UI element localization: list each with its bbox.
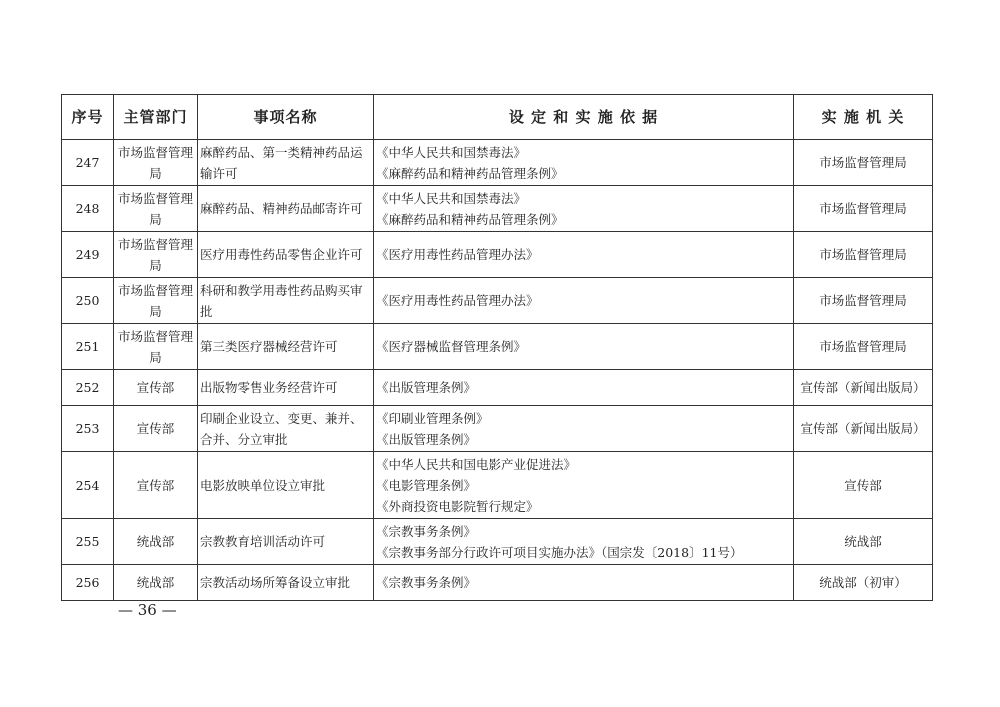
- cell-dept: 市场监督管理局: [114, 324, 198, 370]
- basis-line: 《医疗器械监督管理条例》: [376, 339, 527, 354]
- cell-dept: 市场监督管理局: [114, 186, 198, 232]
- basis-line: 《宗教事务条例》: [376, 523, 477, 539]
- cell-agency: 市场监督管理局: [794, 140, 933, 186]
- basis-line: 《出版管理条例》: [376, 431, 477, 447]
- basis-line: 《印刷业管理条例》: [376, 410, 489, 426]
- table-row: [62, 232, 933, 278]
- cell-basis: [374, 278, 794, 324]
- cell-basis: [374, 565, 794, 601]
- basis-line: 《麻醉药品和精神药品管理条例》: [376, 211, 564, 227]
- header-no: 序号: [62, 95, 114, 140]
- cell-dept: 统战部: [114, 519, 198, 565]
- cell-agency: 市场监督管理局: [794, 278, 933, 324]
- cell-no: 251: [62, 324, 114, 370]
- cell-dept: 市场监督管理局: [114, 278, 198, 324]
- cell-agency: 宣传部（新闻出版局）: [794, 370, 933, 406]
- cell-basis: [374, 140, 794, 186]
- table-row: [62, 140, 933, 186]
- cell-item: 医疗用毒性药品零售企业许可: [198, 232, 374, 278]
- basis-line: 《中华人民共和国电影产业促进法》: [376, 456, 577, 472]
- basis-line: 《麻醉药品和精神药品管理条例》: [376, 165, 564, 181]
- basis-line: 《电影管理条例》: [376, 477, 477, 493]
- cell-basis: [374, 452, 794, 519]
- cell-agency: 统战部: [794, 519, 933, 565]
- table-row: [62, 186, 933, 232]
- cell-no: 252: [62, 370, 114, 406]
- cell-dept: 统战部: [114, 565, 198, 601]
- cell-agency: 市场监督管理局: [794, 324, 933, 370]
- cell-no: 247: [62, 140, 114, 186]
- basis-line: 《医疗用毒性药品管理办法》: [376, 247, 539, 262]
- cell-basis: [374, 519, 794, 565]
- cell-dept: 宣传部: [114, 406, 198, 452]
- basis-line: 《宗教事务条例》: [376, 575, 477, 590]
- cell-dept: 市场监督管理局: [114, 232, 198, 278]
- cell-no: 249: [62, 232, 114, 278]
- cell-agency: 宣传部（新闻出版局）: [794, 406, 933, 452]
- header-agency: 实 施 机 关: [794, 95, 933, 140]
- header-item: 事项名称: [198, 95, 374, 140]
- cell-agency: 宣传部: [794, 452, 933, 519]
- cell-item: 宗教教育培训活动许可: [198, 519, 374, 565]
- table-row: [62, 519, 933, 565]
- table-row: [62, 278, 933, 324]
- cell-agency: 统战部（初审）: [794, 565, 933, 601]
- cell-no: 254: [62, 452, 114, 519]
- table-row: [62, 406, 933, 452]
- table-row: [62, 324, 933, 370]
- cell-item: 科研和教学用毒性药品购买审批: [198, 278, 374, 324]
- basis-line: 《医疗用毒性药品管理办法》: [376, 293, 539, 308]
- cell-agency: 市场监督管理局: [794, 232, 933, 278]
- permits-table: [61, 94, 933, 601]
- basis-line: 《中华人民共和国禁毒法》: [376, 144, 527, 160]
- table-row: [62, 452, 933, 519]
- header-basis: 设 定 和 实 施 依 据: [374, 95, 794, 140]
- cell-no: 256: [62, 565, 114, 601]
- cell-dept: 市场监督管理局: [114, 140, 198, 186]
- basis-line: 《出版管理条例》: [376, 380, 477, 395]
- basis-line: 《宗教事务部分行政许可项目实施办法》（国宗发〔2018〕11号）: [376, 544, 743, 560]
- cell-item: 电影放映单位设立审批: [198, 452, 374, 519]
- table-row: [62, 565, 933, 601]
- cell-item: 印刷企业设立、变更、兼并、合并、分立审批: [198, 406, 374, 452]
- header-row: [62, 95, 933, 140]
- table-row: [62, 370, 933, 406]
- cell-no: 248: [62, 186, 114, 232]
- page-number: — 36 —: [118, 601, 177, 619]
- header-dept: 主管部门: [114, 95, 198, 140]
- cell-item: 麻醉药品、精神药品邮寄许可: [198, 186, 374, 232]
- basis-line: 《外商投资电影院暂行规定》: [376, 498, 539, 514]
- cell-no: 253: [62, 406, 114, 452]
- table-body: [62, 140, 933, 601]
- cell-basis: [374, 186, 794, 232]
- cell-basis: [374, 370, 794, 406]
- cell-item: 麻醉药品、第一类精神药品运输许可: [198, 140, 374, 186]
- cell-item: 宗教活动场所筹备设立审批: [198, 565, 374, 601]
- cell-basis: [374, 406, 794, 452]
- cell-dept: 宣传部: [114, 452, 198, 519]
- cell-no: 250: [62, 278, 114, 324]
- cell-item: 出版物零售业务经营许可: [198, 370, 374, 406]
- cell-agency: 市场监督管理局: [794, 186, 933, 232]
- cell-no: 255: [62, 519, 114, 565]
- cell-basis: [374, 232, 794, 278]
- cell-basis: [374, 324, 794, 370]
- cell-dept: 宣传部: [114, 370, 198, 406]
- cell-item: 第三类医疗器械经营许可: [198, 324, 374, 370]
- basis-line: 《中华人民共和国禁毒法》: [376, 190, 527, 206]
